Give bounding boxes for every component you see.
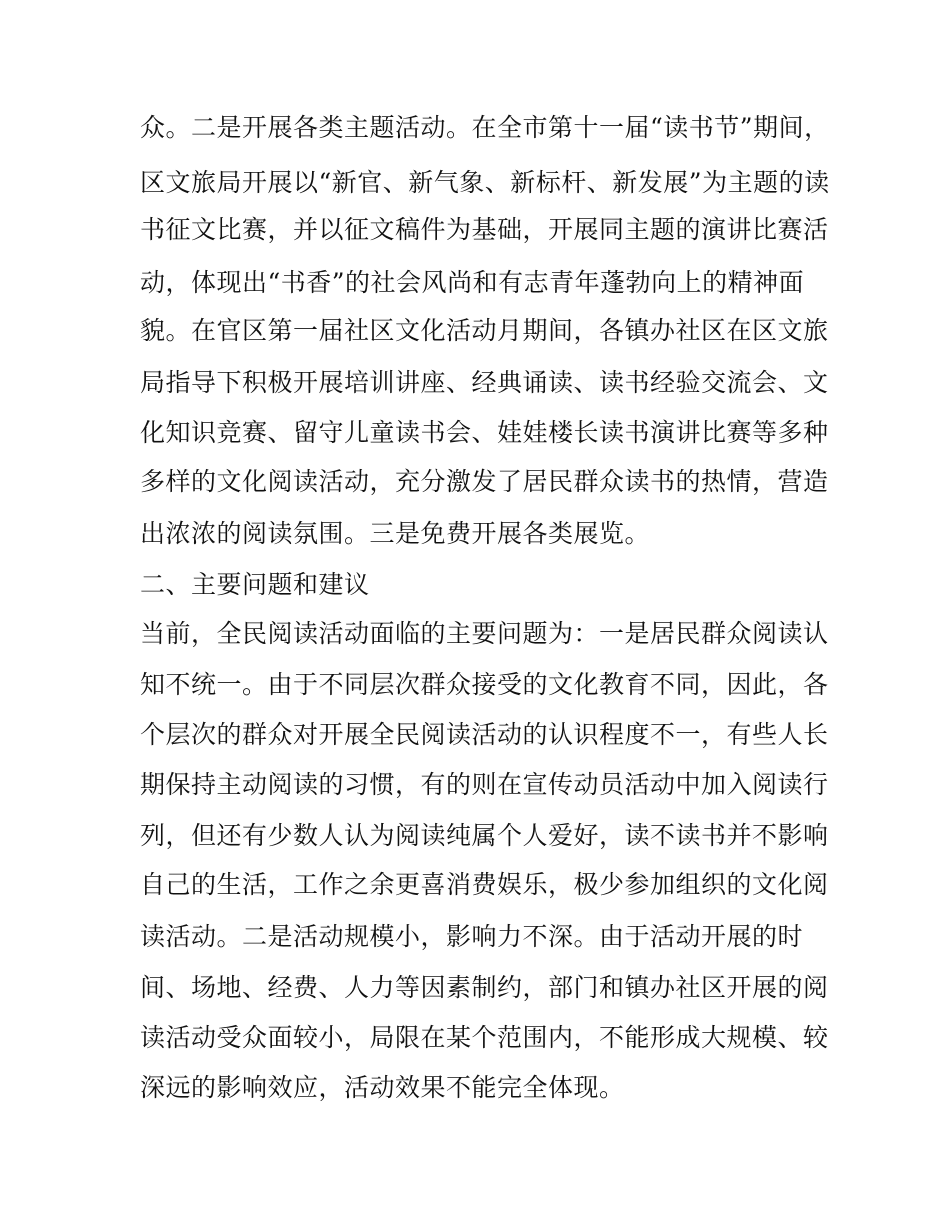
section-heading: 二、主要问题和建议 — [140, 570, 370, 599]
text-line: 当前，全民阅读活动面临的主要问题为：一是居民群众阅读认 — [140, 619, 829, 648]
text-line: 貌。在官区第一届社区文化活动月期间，各镇办社区在区文旅 — [140, 316, 829, 345]
text-line: 读活动。二是活动规模小，影响力不深。由于活动开展的时 — [140, 922, 804, 951]
text-line: 列，但还有少数人认为阅读纯属个人爱好，读不读书并不影响 — [140, 821, 829, 850]
text-line: 书征文比赛，并以征文稿件为基础，开展同主题的演讲比赛活 — [140, 215, 829, 244]
text-line: 期保持主动阅读的习惯，有的则在宣传动员活动中加入阅读行 — [140, 770, 829, 799]
text-line: 间、场地、经费、人力等因素制约，部门和镇办社区开展的阅 — [140, 973, 829, 1002]
text-line: 区文旅局开展以“新官、新气象、新标杆、新发展”为主题的读 — [140, 168, 830, 197]
text-line: 局指导下积极开展培训讲座、经典诵读、读书经验交流会、文 — [140, 368, 829, 397]
text-line: 化知识竞赛、留守儿童读书会、娃娃楼长读书演讲比赛等多种 — [140, 418, 829, 447]
text-line: 知不统一。由于不同层次群众接受的文化教育不同，因此，各 — [140, 670, 829, 699]
text-line: 读活动受众面较小，局限在某个范围内，不能形成大规模、较 — [140, 1023, 829, 1052]
text-line: 出浓浓的阅读氛围。三是免费开展各类展览。 — [140, 519, 651, 548]
text-line: 动，体现出“书香”的社会风尚和有志青年蓬勃向上的精神面 — [140, 268, 805, 297]
text-line: 众。二是开展各类主题活动。在全市第十一届“读书节”期间， — [140, 113, 830, 142]
text-line: 多样的文化阅读活动，充分激发了居民群众读书的热情，营造 — [140, 467, 829, 496]
text-line: 深远的影响效应，活动效果不能完全体现。 — [140, 1073, 625, 1102]
text-line: 个层次的群众对开展全民阅读活动的认识程度不一，有些人长 — [140, 720, 829, 749]
text-line: 自己的生活，工作之余更喜消费娱乐，极少参加组织的文化阅 — [140, 870, 829, 899]
